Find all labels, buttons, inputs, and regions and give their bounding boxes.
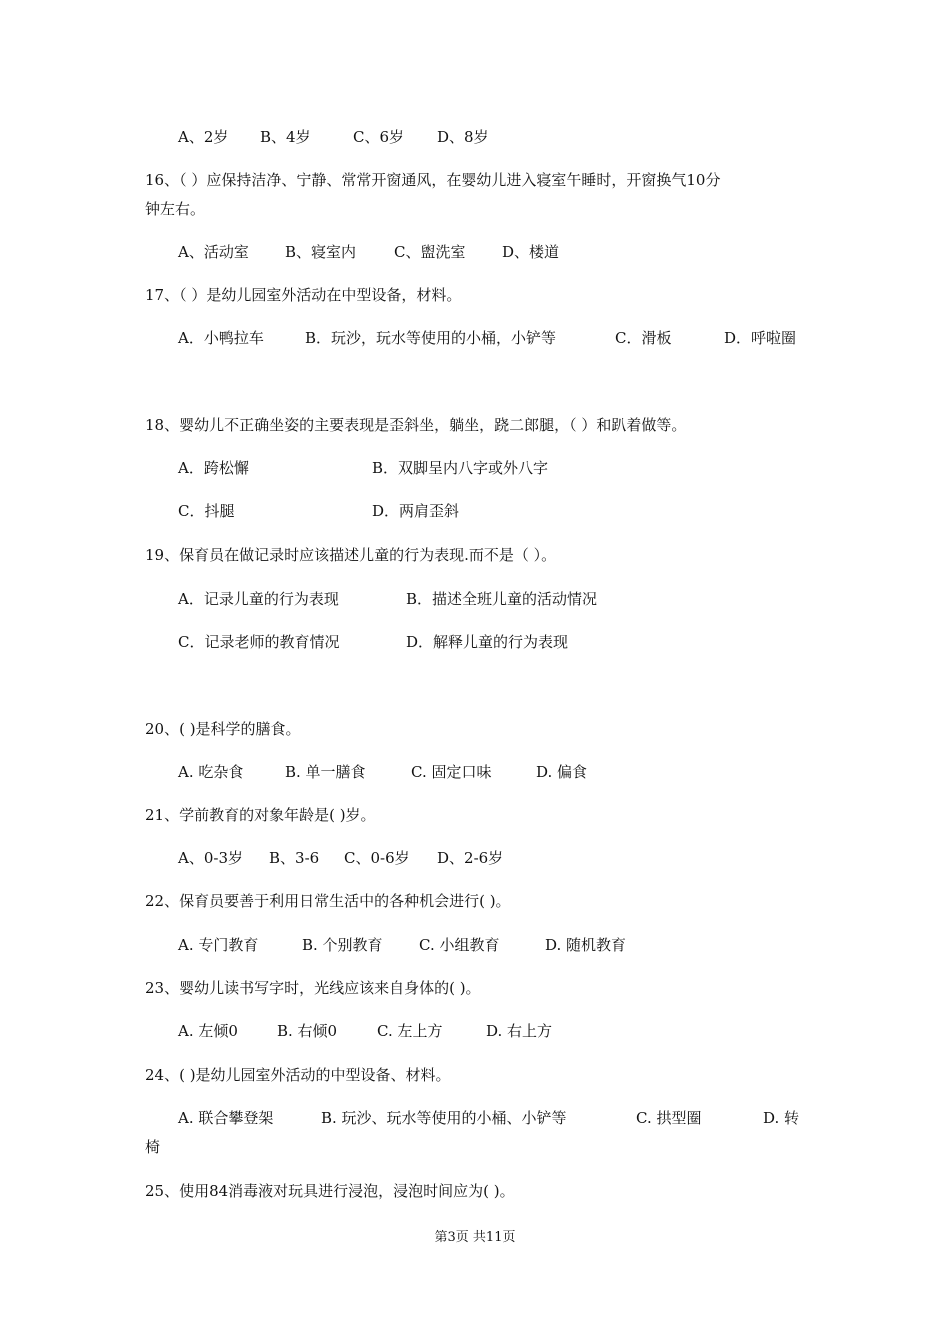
option: D. 偏食 bbox=[536, 763, 588, 781]
option: C．滑板 bbox=[615, 329, 672, 347]
option: C．记录老师的教育情况 bbox=[178, 633, 340, 651]
q18-stem: 18、婴幼儿不正确坐姿的主要表现是歪斜坐，躺坐，跷二郎腿，（ ）和趴着做等。 bbox=[145, 416, 687, 434]
q24-stem: 24、( )是幼儿园室外活动的中型设备、材料。 bbox=[145, 1066, 451, 1084]
option: B. 单一膳食 bbox=[285, 763, 366, 781]
q16-stem-line2: 钟左右。 bbox=[145, 200, 206, 218]
option: C、6岁 bbox=[353, 128, 405, 146]
option: B. 个别教育 bbox=[302, 936, 383, 954]
option: D．呼啦圈 bbox=[724, 329, 797, 347]
q22-stem: 22、保育员要善于利用日常生活中的各种机会进行( )。 bbox=[145, 892, 511, 910]
q23-stem: 23、婴幼儿读书写字时，光线应该来自身体的( )。 bbox=[145, 979, 481, 997]
option: C. 拱型圈 bbox=[636, 1109, 702, 1127]
option: C．抖腿 bbox=[178, 502, 235, 520]
option: D．解释儿童的行为表现 bbox=[406, 633, 569, 651]
option: B、3-6 bbox=[269, 849, 320, 867]
option: A．小鸭拉车 bbox=[178, 329, 264, 347]
option: D、2-6岁 bbox=[437, 849, 504, 867]
option: A. 吃杂食 bbox=[178, 763, 244, 781]
option: A. 联合攀登架 bbox=[178, 1109, 274, 1127]
option: B．描述全班儿童的活动情况 bbox=[406, 590, 598, 608]
option: D．两肩歪斜 bbox=[372, 502, 460, 520]
option: C. 小组教育 bbox=[419, 936, 500, 954]
option: A、0-3岁 bbox=[178, 849, 243, 867]
option: D. 转 bbox=[763, 1109, 800, 1127]
q20-stem: 20、( )是科学的膳食。 bbox=[145, 720, 301, 738]
option: C、盥洗室 bbox=[394, 243, 466, 261]
option: D、8岁 bbox=[437, 128, 489, 146]
option: C、0-6岁 bbox=[344, 849, 410, 867]
option: B．玩沙，玩水等使用的小桶，小铲等 bbox=[305, 329, 557, 347]
option: B．双脚呈内八字或外八字 bbox=[372, 459, 549, 477]
option: A、2岁 bbox=[178, 128, 229, 146]
option: D. 随机教育 bbox=[545, 936, 627, 954]
option: C. 左上方 bbox=[377, 1022, 443, 1040]
option: A．记录儿童的行为表现 bbox=[178, 590, 339, 608]
q21-stem: 21、学前教育的对象年龄是( )岁。 bbox=[145, 806, 376, 824]
option: D、楼道 bbox=[502, 243, 560, 261]
q19-stem: 19、保育员在做记录时应该描述儿童的行为表现.而不是（ ）。 bbox=[145, 546, 557, 564]
option: A. 专门教育 bbox=[178, 936, 259, 954]
option: A、活动室 bbox=[178, 243, 249, 261]
q16-stem-line1: 16、（ ）应保持洁净、宁静、常常开窗通风，在婴幼儿进入寝室午睡时，开窗换气10分 bbox=[145, 171, 721, 189]
q24-options-wrap: 椅 bbox=[145, 1138, 161, 1156]
option: D. 右上方 bbox=[486, 1022, 553, 1040]
option: B、寝室内 bbox=[285, 243, 357, 261]
page-number: 第3页 共11页 bbox=[434, 1230, 516, 1245]
q25-stem: 25、使用84消毒液对玩具进行浸泡，浸泡时间应为( )。 bbox=[145, 1182, 515, 1200]
option: A．跨松懈 bbox=[178, 459, 249, 477]
option: B、4岁 bbox=[260, 128, 311, 146]
option: B. 右倾0 bbox=[277, 1022, 338, 1040]
option: B. 玩沙、玩水等使用的小桶、小铲等 bbox=[321, 1109, 567, 1127]
q17-stem: 17、（ ）是幼儿园室外活动在中型设备，材料。 bbox=[145, 286, 462, 304]
option: A. 左倾0 bbox=[178, 1022, 238, 1040]
option: C. 固定口味 bbox=[411, 763, 492, 781]
